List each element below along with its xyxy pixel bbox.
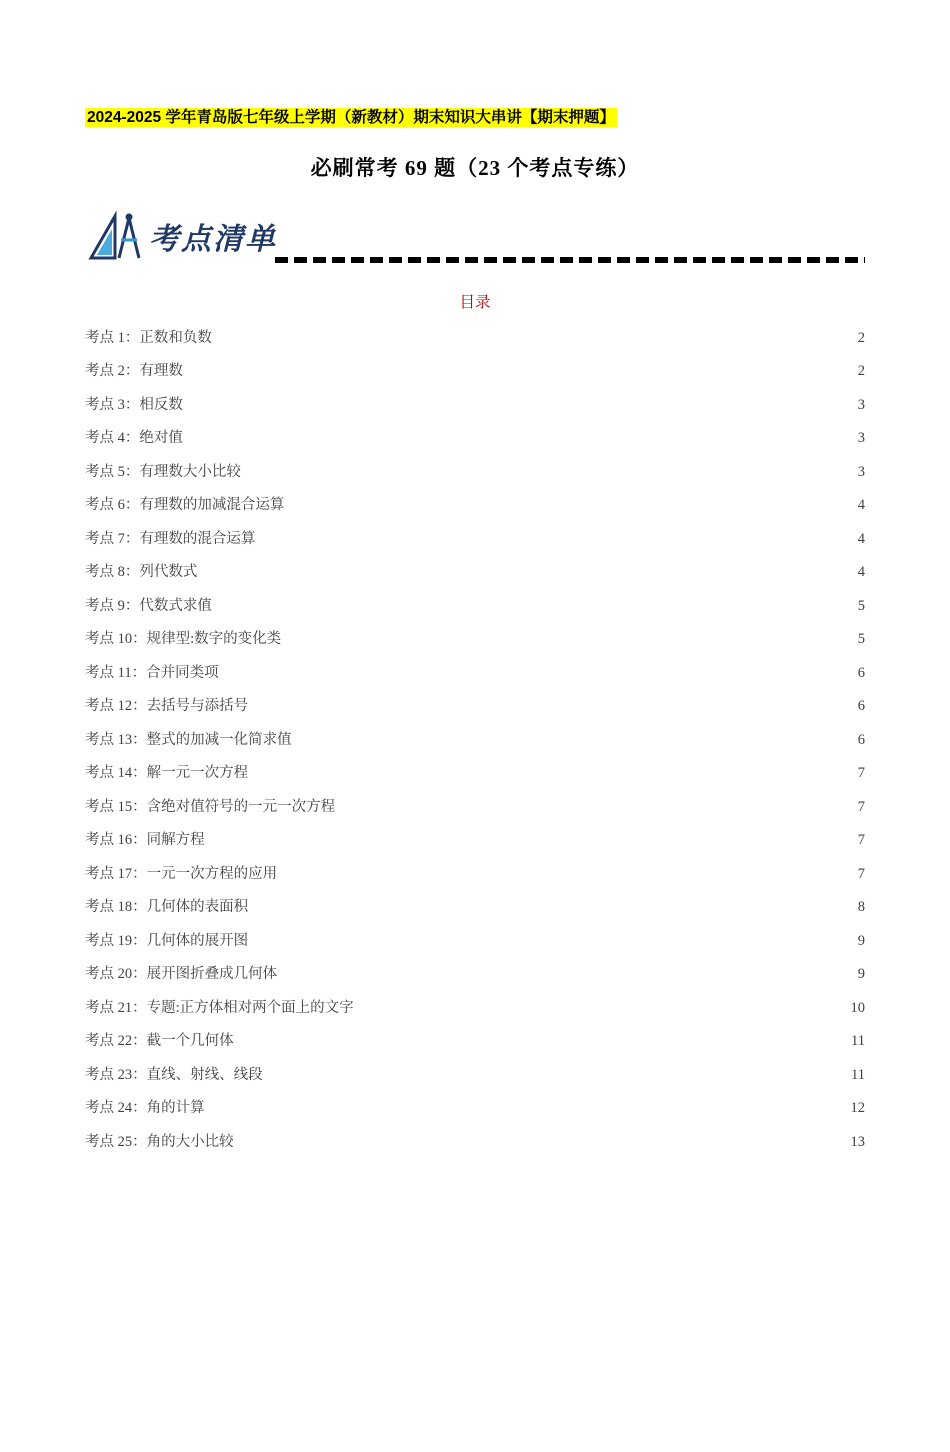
toc-entry-page: 9 (857, 932, 865, 949)
toc-leader-dots (266, 1064, 847, 1079)
toc-entry-page: 2 (857, 329, 865, 346)
toc-entry-label: 考点 11：合并同类项 (85, 664, 219, 681)
toc-entry-label: 考点 7：有理数的混合运算 (85, 530, 256, 547)
toc-entry-label: 考点 22：截一个几何体 (85, 1033, 234, 1050)
toc-entry-page: 3 (857, 463, 865, 480)
toc-entry-page: 11 (851, 1066, 865, 1083)
toc-leader-dots (200, 562, 849, 577)
toc-entry-page: 9 (857, 966, 865, 983)
page-title: 必刷常考 69 题（23 个考点专练） (310, 155, 640, 180)
toc-entry[interactable] (85, 556, 865, 590)
toc-heading: 目录 (459, 293, 491, 311)
toc-entry[interactable] (85, 322, 865, 356)
toc-entry-page: 3 (857, 430, 865, 447)
toc-entry[interactable] (85, 891, 865, 925)
toc-entry[interactable] (85, 724, 865, 758)
toc-entry-label: 考点 19：几何体的展开图 (85, 932, 249, 949)
toc-entry-label: 考点 14：解一元一次方程 (85, 765, 249, 782)
toc-leader-dots (237, 1131, 847, 1146)
toc-entry[interactable] (85, 992, 865, 1026)
toc-entry-page: 3 (857, 396, 865, 413)
toc-entry-page: 7 (857, 765, 865, 782)
toc-entry[interactable] (85, 456, 865, 490)
toc-leader-dots (284, 629, 849, 644)
toc-leader-dots (208, 830, 849, 845)
toc-entry-page: 10 (850, 999, 865, 1016)
toc-leader-dots (251, 930, 849, 945)
toc-entry-page: 6 (857, 664, 865, 681)
table-of-contents (85, 322, 865, 1160)
toc-entry-page: 8 (857, 899, 865, 916)
toc-leader-dots (251, 897, 849, 912)
toc-entry[interactable] (85, 523, 865, 557)
toc-entry-page: 13 (850, 1133, 865, 1150)
toc-entry[interactable] (85, 791, 865, 825)
toc-entry-label: 考点 24：角的计算 (85, 1100, 205, 1117)
toc-entry-label: 考点 12：去括号与添括号 (85, 698, 249, 715)
toc-entry-page: 6 (857, 731, 865, 748)
toc-entry[interactable] (85, 590, 865, 624)
toc-leader-dots (186, 361, 849, 376)
toc-entry[interactable] (85, 355, 865, 389)
toc-entry-page: 4 (857, 497, 865, 514)
toc-leader-dots (186, 428, 849, 443)
toc-entry[interactable] (85, 1025, 865, 1059)
toc-entry-label: 考点 21：专题:正方体相对两个面上的文字 (85, 999, 354, 1016)
toc-entry[interactable] (85, 389, 865, 423)
toc-leader-dots (280, 964, 849, 979)
toc-entry-page: 7 (857, 865, 865, 882)
toc-entry[interactable] (85, 623, 865, 657)
section-heading-block (85, 210, 865, 268)
toc-entry[interactable] (85, 757, 865, 791)
toc-entry-label: 考点 9：代数式求值 (85, 597, 212, 614)
toc-leader-dots (287, 495, 849, 510)
toc-leader-dots (357, 997, 847, 1012)
toc-entry-label: 考点 18：几何体的表面积 (85, 899, 249, 916)
toc-entry-page: 2 (857, 363, 865, 380)
toc-leader-dots (215, 595, 849, 610)
toc-entry[interactable] (85, 690, 865, 724)
toc-leader-dots (251, 763, 849, 778)
toc-entry-page: 4 (857, 564, 865, 581)
toc-entry-label: 考点 10：规律型:数字的变化类 (85, 631, 282, 648)
section-heading-text: 考点清单 (149, 222, 277, 256)
toc-entry[interactable] (85, 422, 865, 456)
toc-entry-label: 考点 4：绝对值 (85, 430, 183, 447)
document-page (0, 108, 950, 1452)
toc-entry[interactable] (85, 824, 865, 858)
toc-entry-page: 6 (857, 698, 865, 715)
toc-leader-dots (186, 394, 849, 409)
toc-leader-dots (280, 863, 849, 878)
toc-leader-dots (258, 528, 849, 543)
toc-leader-dots (338, 796, 849, 811)
toc-entry-page: 4 (857, 530, 865, 547)
toc-leader-dots (251, 696, 849, 711)
toc-entry-label: 考点 23：直线、射线、线段 (85, 1066, 263, 1083)
toc-entry[interactable] (85, 858, 865, 892)
toc-entry-label: 考点 15：含绝对值符号的一元一次方程 (85, 798, 336, 815)
toc-entry-label: 考点 17：一元一次方程的应用 (85, 865, 278, 882)
toc-entry-label: 考点 5：有理数大小比较 (85, 463, 241, 480)
toc-entry-label: 考点 6：有理数的加减混合运算 (85, 497, 285, 514)
toc-entry[interactable] (85, 1092, 865, 1126)
toc-entry-label: 考点 16：同解方程 (85, 832, 205, 849)
toc-entry-label: 考点 2：有理数 (85, 363, 183, 380)
banner-line (85, 108, 865, 128)
compass-triangle-icon (85, 210, 153, 264)
toc-entry-label: 考点 13：整式的加减一化简求值 (85, 731, 292, 748)
toc-entry-page: 7 (857, 832, 865, 849)
toc-leader-dots (215, 327, 849, 342)
toc-leader-dots (222, 662, 849, 677)
toc-leader-dots (244, 461, 849, 476)
toc-entry[interactable] (85, 925, 865, 959)
toc-leader-dots (237, 1031, 847, 1046)
toc-entry-label: 考点 8：列代数式 (85, 564, 198, 581)
toc-entry-page: 11 (851, 1033, 865, 1050)
toc-entry[interactable] (85, 1059, 865, 1093)
toc-entry-label: 考点 25：角的大小比较 (85, 1133, 234, 1150)
toc-entry-label: 考点 1：正数和负数 (85, 329, 212, 346)
toc-entry-page: 12 (850, 1100, 865, 1117)
toc-entry-page: 5 (857, 597, 865, 614)
toc-entry-label: 考点 3：相反数 (85, 396, 183, 413)
toc-entry[interactable] (85, 489, 865, 523)
toc-entry-page: 7 (857, 798, 865, 815)
toc-entry[interactable] (85, 958, 865, 992)
toc-entry-page: 5 (857, 631, 865, 648)
toc-leader-dots (295, 729, 849, 744)
dashed-rule (275, 257, 865, 263)
toc-entry[interactable] (85, 1126, 865, 1160)
highlighted-banner-text: 2024-2025 学年青岛版七年级上学期（新教材）期末知识大串讲【期末押题】 (87, 109, 615, 126)
toc-entry[interactable] (85, 657, 865, 691)
toc-leader-dots (208, 1098, 847, 1113)
toc-entry-label: 考点 20：展开图折叠成几何体 (85, 966, 278, 983)
